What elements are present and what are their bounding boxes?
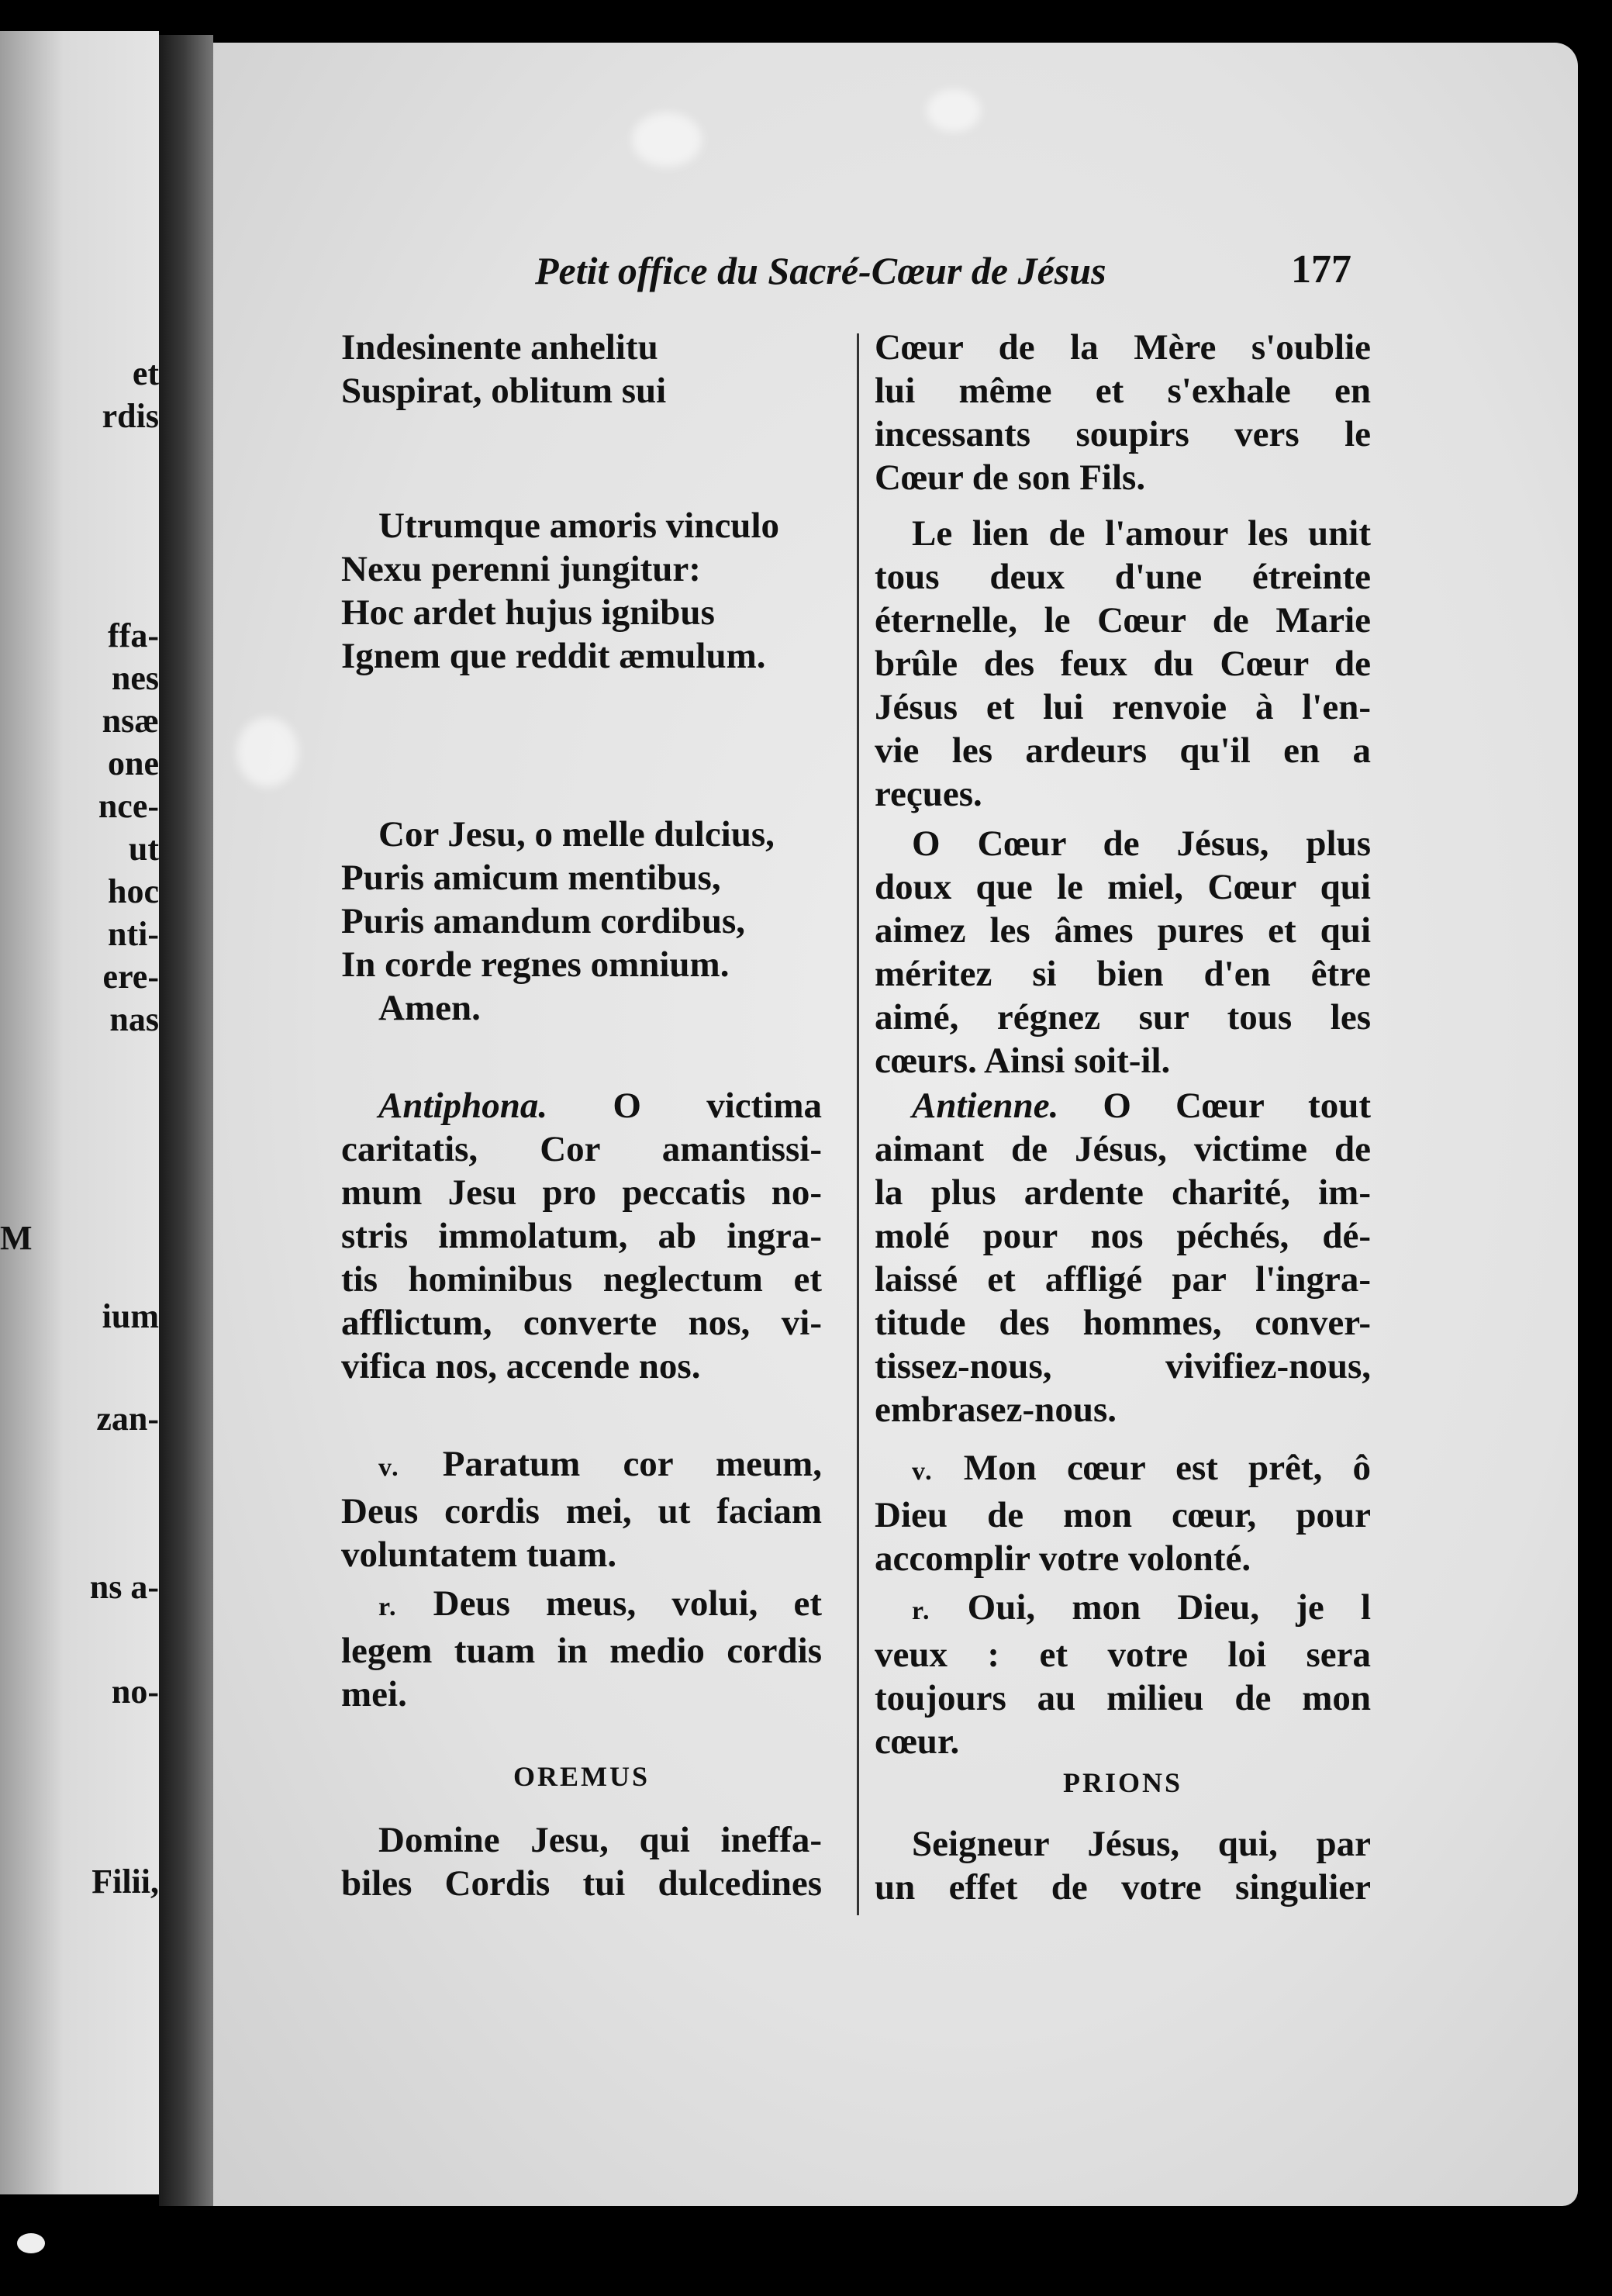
left-fragment: hoc: [108, 872, 159, 910]
prose-line: aimez les âmes pures et qui: [875, 910, 1371, 951]
prose-line: Paratum cor meum,: [442, 1444, 823, 1484]
latin-stanza-3: [341, 813, 822, 1030]
left-fragment: ere-: [102, 958, 159, 996]
prose-line: afflictum, converte nos, vi-: [341, 1303, 822, 1343]
prose-line: cœur.: [875, 1721, 960, 1762]
prose-line: Seigneur Jésus, qui, par: [912, 1824, 1371, 1864]
prose-line: biles Cordis tui dulcedines: [341, 1863, 822, 1904]
left-fragment: nsæ: [102, 702, 159, 740]
response-mark: r.: [912, 1597, 931, 1625]
left-fragment: ns a-: [89, 1568, 159, 1606]
prose-line: veux : et votre loi sera: [875, 1635, 1371, 1675]
prose-line: caritatis, Cor amantissi-: [341, 1129, 822, 1169]
verse-line: Amen.: [378, 988, 481, 1028]
verse-line: In corde regnes omnium.: [341, 944, 730, 985]
prose-line: stris immolatum, ab ingra-: [341, 1216, 822, 1256]
prose-line: Domine Jesu, qui ineffa-: [378, 1820, 822, 1860]
column-divider: [857, 333, 859, 1915]
prose-line: Deus meus, volui, et: [433, 1583, 822, 1624]
verse-line: Indesinente anhelitu: [341, 327, 658, 368]
french-response: [875, 1586, 1371, 1763]
prose-line: Jésus et lui renvoie à l'en-: [875, 687, 1371, 727]
prose-line: cœurs. Ainsi soit-il.: [875, 1041, 1171, 1081]
paper-stain: [927, 89, 981, 132]
prose-line: brûle des feux du Cœur de: [875, 644, 1371, 684]
prose-line: vifica nos, accende nos.: [341, 1346, 701, 1386]
left-page-edge: [0, 31, 159, 2194]
prose-line: Oui, mon Dieu, je l: [967, 1587, 1372, 1628]
prose-line: Cœur de son Fils.: [875, 457, 1146, 498]
latin-prayer: [341, 1818, 822, 1905]
left-fragment: ut: [128, 830, 159, 868]
prose-line: accomplir votre volonté.: [875, 1538, 1251, 1579]
prose-line: aimant de Jésus, victime de: [875, 1129, 1371, 1169]
prose-line: titude des hommes, conver-: [875, 1303, 1371, 1343]
prose-line: reçues.: [875, 774, 982, 814]
left-fragment: nas: [109, 1000, 159, 1038]
paper-stain: [632, 112, 702, 167]
prose-line: mum Jesu pro peccatis no-: [341, 1172, 822, 1213]
left-fragment: nes: [111, 659, 159, 697]
oremus-heading: OREMUS: [513, 1761, 650, 1792]
book-gutter-shadow: [159, 35, 213, 2206]
prions-heading: PRIONS: [1062, 1767, 1183, 1798]
prose-line: vie les ardeurs qu'il en a: [875, 730, 1371, 771]
antiphon-label: Antienne.: [912, 1086, 1059, 1126]
prose-line: tous deux d'une étreinte: [875, 557, 1371, 597]
left-fragment: ium: [102, 1297, 159, 1335]
french-versicle: [875, 1446, 1371, 1580]
prose-line: Mon cœur est prêt, ô: [963, 1448, 1371, 1488]
prose-line: laissé et affligé par l'ingra-: [875, 1259, 1371, 1300]
prose-line: O Cœur tout: [1103, 1086, 1371, 1126]
prose-line: Le lien de l'amour les unit: [912, 513, 1371, 554]
scan-artifact: [17, 2233, 45, 2253]
left-fragment: ffa-: [108, 616, 159, 654]
prose-line: mei.: [341, 1674, 407, 1714]
left-fragment: Filii,: [91, 1863, 159, 1901]
verse-line: Utrumque amoris vinculo: [378, 506, 779, 546]
verse-line: Cor Jesu, o melle dulcius,: [378, 814, 775, 855]
prose-line: lui même et s'exhale en: [875, 371, 1371, 411]
verse-line: Ignem que reddit æmulum.: [341, 636, 766, 676]
prose-line: legem tuam in medio cordis: [341, 1631, 822, 1671]
verse-line: Puris amandum cordibus,: [341, 901, 746, 941]
french-prayer: [875, 1822, 1371, 1909]
prose-line: toujours au milieu de mon: [875, 1678, 1371, 1718]
prose-line: O victima: [613, 1086, 823, 1126]
left-fragment: M: [0, 1219, 33, 1257]
prose-line: la plus ardente charité, im-: [875, 1172, 1371, 1213]
left-fragment: nti-: [108, 915, 159, 953]
verse-line: Hoc ardet hujus ignibus: [341, 592, 715, 633]
left-fragment: rdis: [102, 397, 159, 435]
french-antiphon: [875, 1084, 1371, 1431]
left-fragment: et: [132, 354, 159, 392]
prose-line: tis hominibus neglectum et: [341, 1259, 822, 1300]
latin-stanza-2: [341, 504, 822, 678]
prose-line: O Cœur de Jésus, plus: [912, 823, 1371, 864]
french-stanza-2: [875, 512, 1371, 816]
versicle-mark: v.: [378, 1453, 400, 1482]
left-fragment: nce-: [98, 787, 159, 825]
left-fragment: one: [108, 744, 159, 782]
verse-line: Nexu perenni jungitur:: [341, 549, 701, 589]
prose-line: embrasez-nous.: [875, 1390, 1117, 1430]
latin-antiphon: [341, 1084, 822, 1388]
prose-line: voluntatem tuam.: [341, 1535, 617, 1575]
left-fragment: zan-: [96, 1400, 159, 1438]
prose-line: Dieu de mon cœur, pour: [875, 1495, 1371, 1535]
antiphon-label: Antiphona.: [378, 1086, 548, 1126]
paper-stain: [236, 717, 299, 787]
prose-line: éternelle, le Cœur de Marie: [875, 600, 1371, 640]
latin-versicle: [341, 1442, 822, 1576]
latin-stanza-1: [341, 326, 822, 413]
prose-line: Cœur de la Mère s'oublie: [875, 327, 1371, 368]
prose-line: doux que le miel, Cœur qui: [875, 867, 1371, 907]
french-stanza-3: [875, 822, 1371, 1082]
verse-line: Puris amicum mentibus,: [341, 858, 721, 898]
prose-line: incessants soupirs vers le: [875, 414, 1371, 454]
prose-line: molé pour nos péchés, dé-: [875, 1216, 1371, 1256]
prose-line: Deus cordis mei, ut faciam: [341, 1491, 822, 1531]
french-stanza-1: [875, 326, 1371, 499]
prose-line: méritez si bien d'en être: [875, 954, 1371, 994]
prose-line: tissez-nous, vivifiez-nous,: [875, 1346, 1371, 1386]
latin-response: [341, 1582, 822, 1716]
response-mark: r.: [378, 1593, 398, 1621]
running-title: Petit office du Sacré-Cœur de Jésus: [535, 249, 1106, 292]
prose-line: un effet de votre singulier: [875, 1867, 1371, 1908]
left-fragment: no-: [111, 1673, 159, 1711]
page-number: 177: [1291, 247, 1351, 292]
verse-line: Suspirat, oblitum sui: [341, 371, 667, 411]
versicle-mark: v.: [912, 1457, 934, 1486]
prose-line: aimé, régnez sur tous les: [875, 997, 1371, 1038]
